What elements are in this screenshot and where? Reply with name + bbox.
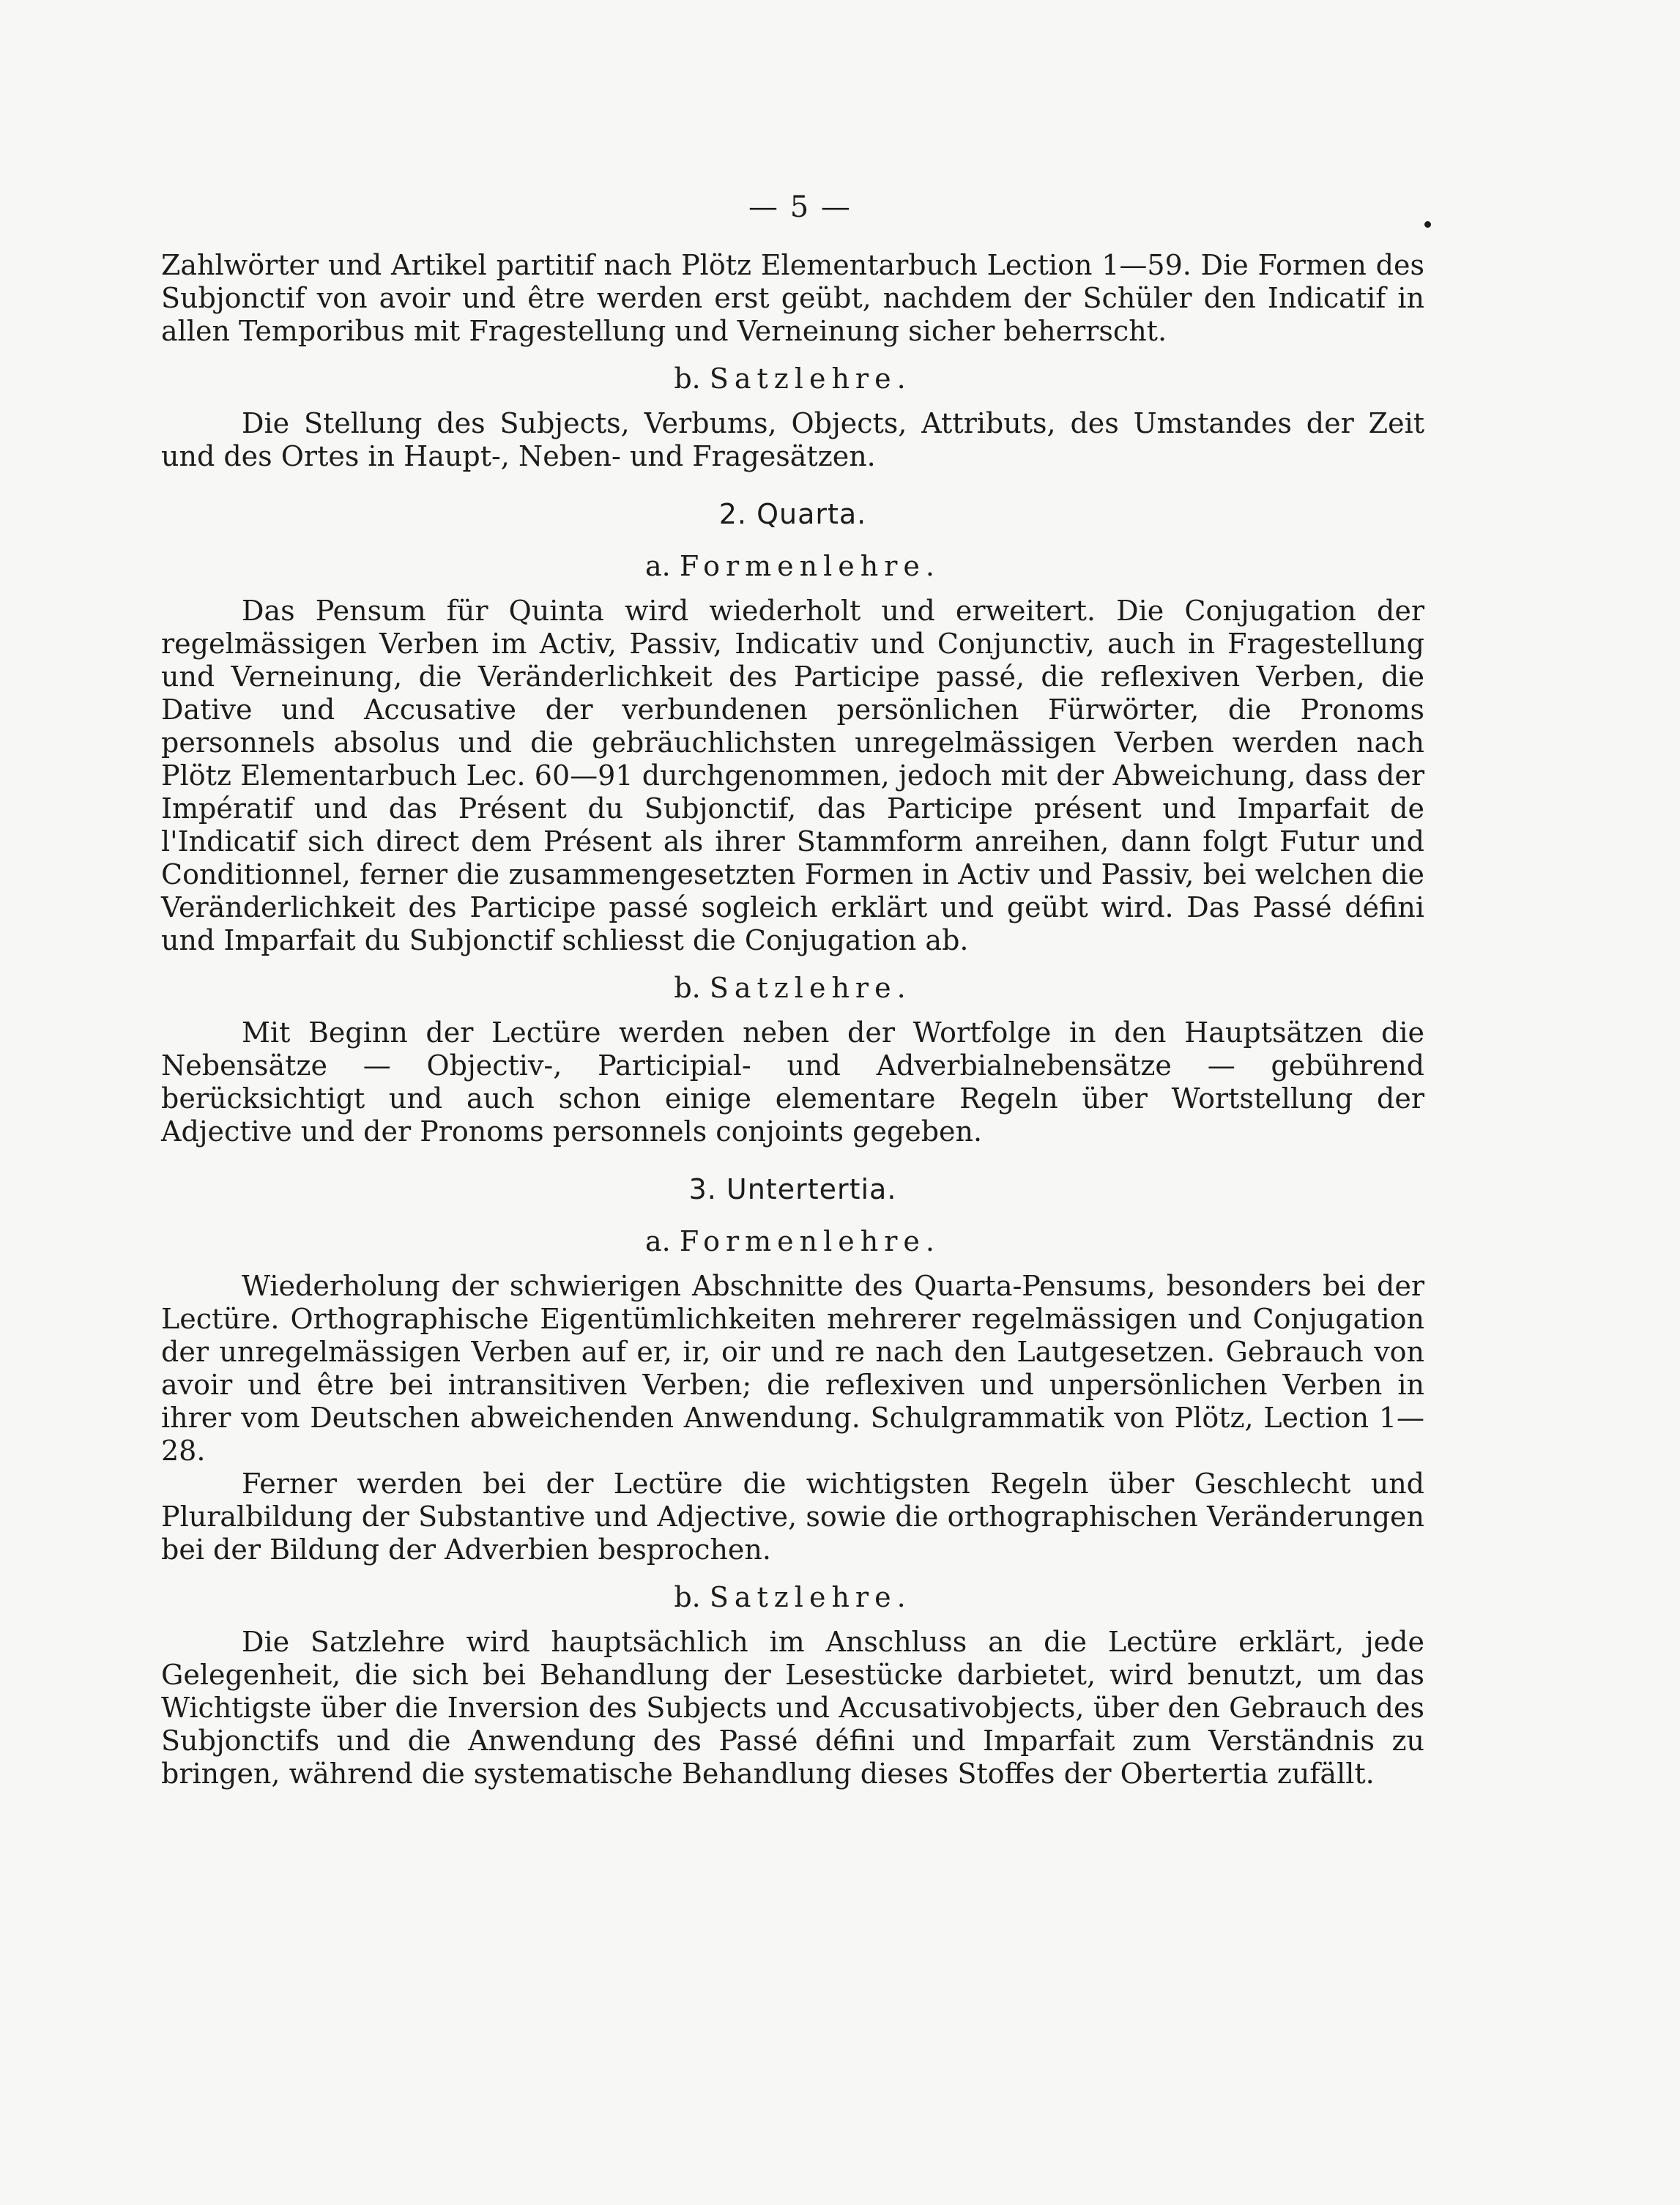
subsection-heading-satzlehre-3 xyxy=(161,1581,1424,1614)
subsection-letter: b. xyxy=(674,362,701,395)
paragraph: Wiederholung der schwierigen Abschnitte des Quarta-Pensums, besonders bei der Lectüre. Orthographische Eigentümlichkeiten mehrerer regelmässigen und Conjugation der unregelmässigen Verben auf er, ir, oir und re nach den Lautgesetzen. Gebrauch von avoir und être bei intransitiven Verben; die reflexiven und unpersönlichen Verben in ihrer vom Deutschen abweichenden Anwendung. Schulgrammatik von Plötz, Lection 1—28. xyxy=(161,1270,1424,1467)
subsection-heading-formenlehre-2 xyxy=(161,550,1424,583)
paragraph: Mit Beginn der Lectüre werden neben der Wortfolge in den Hauptsätzen die Nebensätze — Objectiv-, Participial- und Adverbialnebensätze — gebührend berücksichtigt und auch schon einige elementare Regeln über Wortstellung der Adjective und der Pronoms personnels conjoints gegeben. xyxy=(161,1016,1424,1148)
subsection-letter: a. xyxy=(644,1225,671,1257)
subsection-heading-satzlehre-2 xyxy=(161,972,1424,1005)
page-number: — 5 — xyxy=(748,190,852,224)
subsection-title: Satzlehre. xyxy=(709,1581,912,1613)
subsection-title: Satzlehre. xyxy=(709,972,912,1004)
intro-paragraph: Zahlwörter und Artikel partitif nach Plötz Elementarbuch Lection 1—59. Die Formen des Subjonctif von avoir und être werden erst geübt, nachdem der Schüler den Indicatif in allen Temporibus mit Fragestellung und Verneinung sicher beherrscht. xyxy=(161,249,1424,347)
subsection-heading-satzlehre-1 xyxy=(161,362,1424,395)
subsection-title: Satzlehre. xyxy=(709,362,912,395)
paragraph: Das Pensum für Quinta wird wiederholt und erweitert. Die Conjugation der regelmässigen Verben im Activ, Passiv, Indicativ und Conjunctiv, auch in Fragestellung und Verneinung, die Veränderlichkeit des Participe passé, die reflexiven Verben, die Dative und Accusative der verbundenen persönlichen Fürwörter, die Pronoms personnels absolus und die gebräuchlichsten unregelmässigen Verben werden nach Plötz Elementarbuch Lec. 60—91 durchgenommen, jedoch mit der Abweichung, dass der Impératif und das Présent du Subjonctif, das Participe présent und Imparfait de l'Indicatif sich direct dem Présent als ihrer Stammform anreihen, dann folgt Futur und Conditionnel, ferner die zusammengesetzten Formen in Activ und Passiv, bei welchen die Veränderlichkeit des Participe passé sogleich erklärt und geübt wird. Das Passé défini und Imparfait du Subjonctif schliesst die Conjugation ab. xyxy=(161,595,1424,956)
subsection-title: Formenlehre. xyxy=(679,1225,940,1257)
subsection-letter: b. xyxy=(674,1581,701,1613)
section-heading-quarta: 2. Quarta. xyxy=(718,498,867,530)
subsection-letter: a. xyxy=(644,550,671,582)
subsection-title: Formenlehre. xyxy=(679,550,940,582)
document-page xyxy=(161,190,1424,1791)
subsection-heading-formenlehre-3 xyxy=(161,1225,1424,1258)
paragraph: Die Satzlehre wird hauptsächlich im Anschluss an die Lectüre erklärt, jede Gelegenheit, die sich bei Behandlung der Lesestücke darbietet, wird benutzt, um das Wichtigste über die Inversion des Subjects und Accusativobjects, über den Gebrauch des Subjonctifs und die Anwendung des Passé défini und Imparfait zum Verständnis zu bringen, während die systematische Behandlung dieses Stoffes der Obertertia zufällt. xyxy=(161,1626,1424,1790)
stray-dot-mark xyxy=(1424,221,1431,228)
section-heading-untertertia: 3. Untertertia. xyxy=(688,1173,897,1205)
paragraph: Ferner werden bei der Lectüre die wichtigsten Regeln über Geschlecht und Pluralbildung der Substantive und Adjective, sowie die orthographischen Veränderungen bei der Bildung der Adverbien besprochen. xyxy=(161,1468,1424,1566)
paragraph: Die Stellung des Subjects, Verbums, Objects, Attributs, des Umstandes der Zeit und des Ortes in Haupt-, Neben- und Fragesätzen. xyxy=(161,407,1424,472)
subsection-letter: b. xyxy=(674,972,701,1004)
